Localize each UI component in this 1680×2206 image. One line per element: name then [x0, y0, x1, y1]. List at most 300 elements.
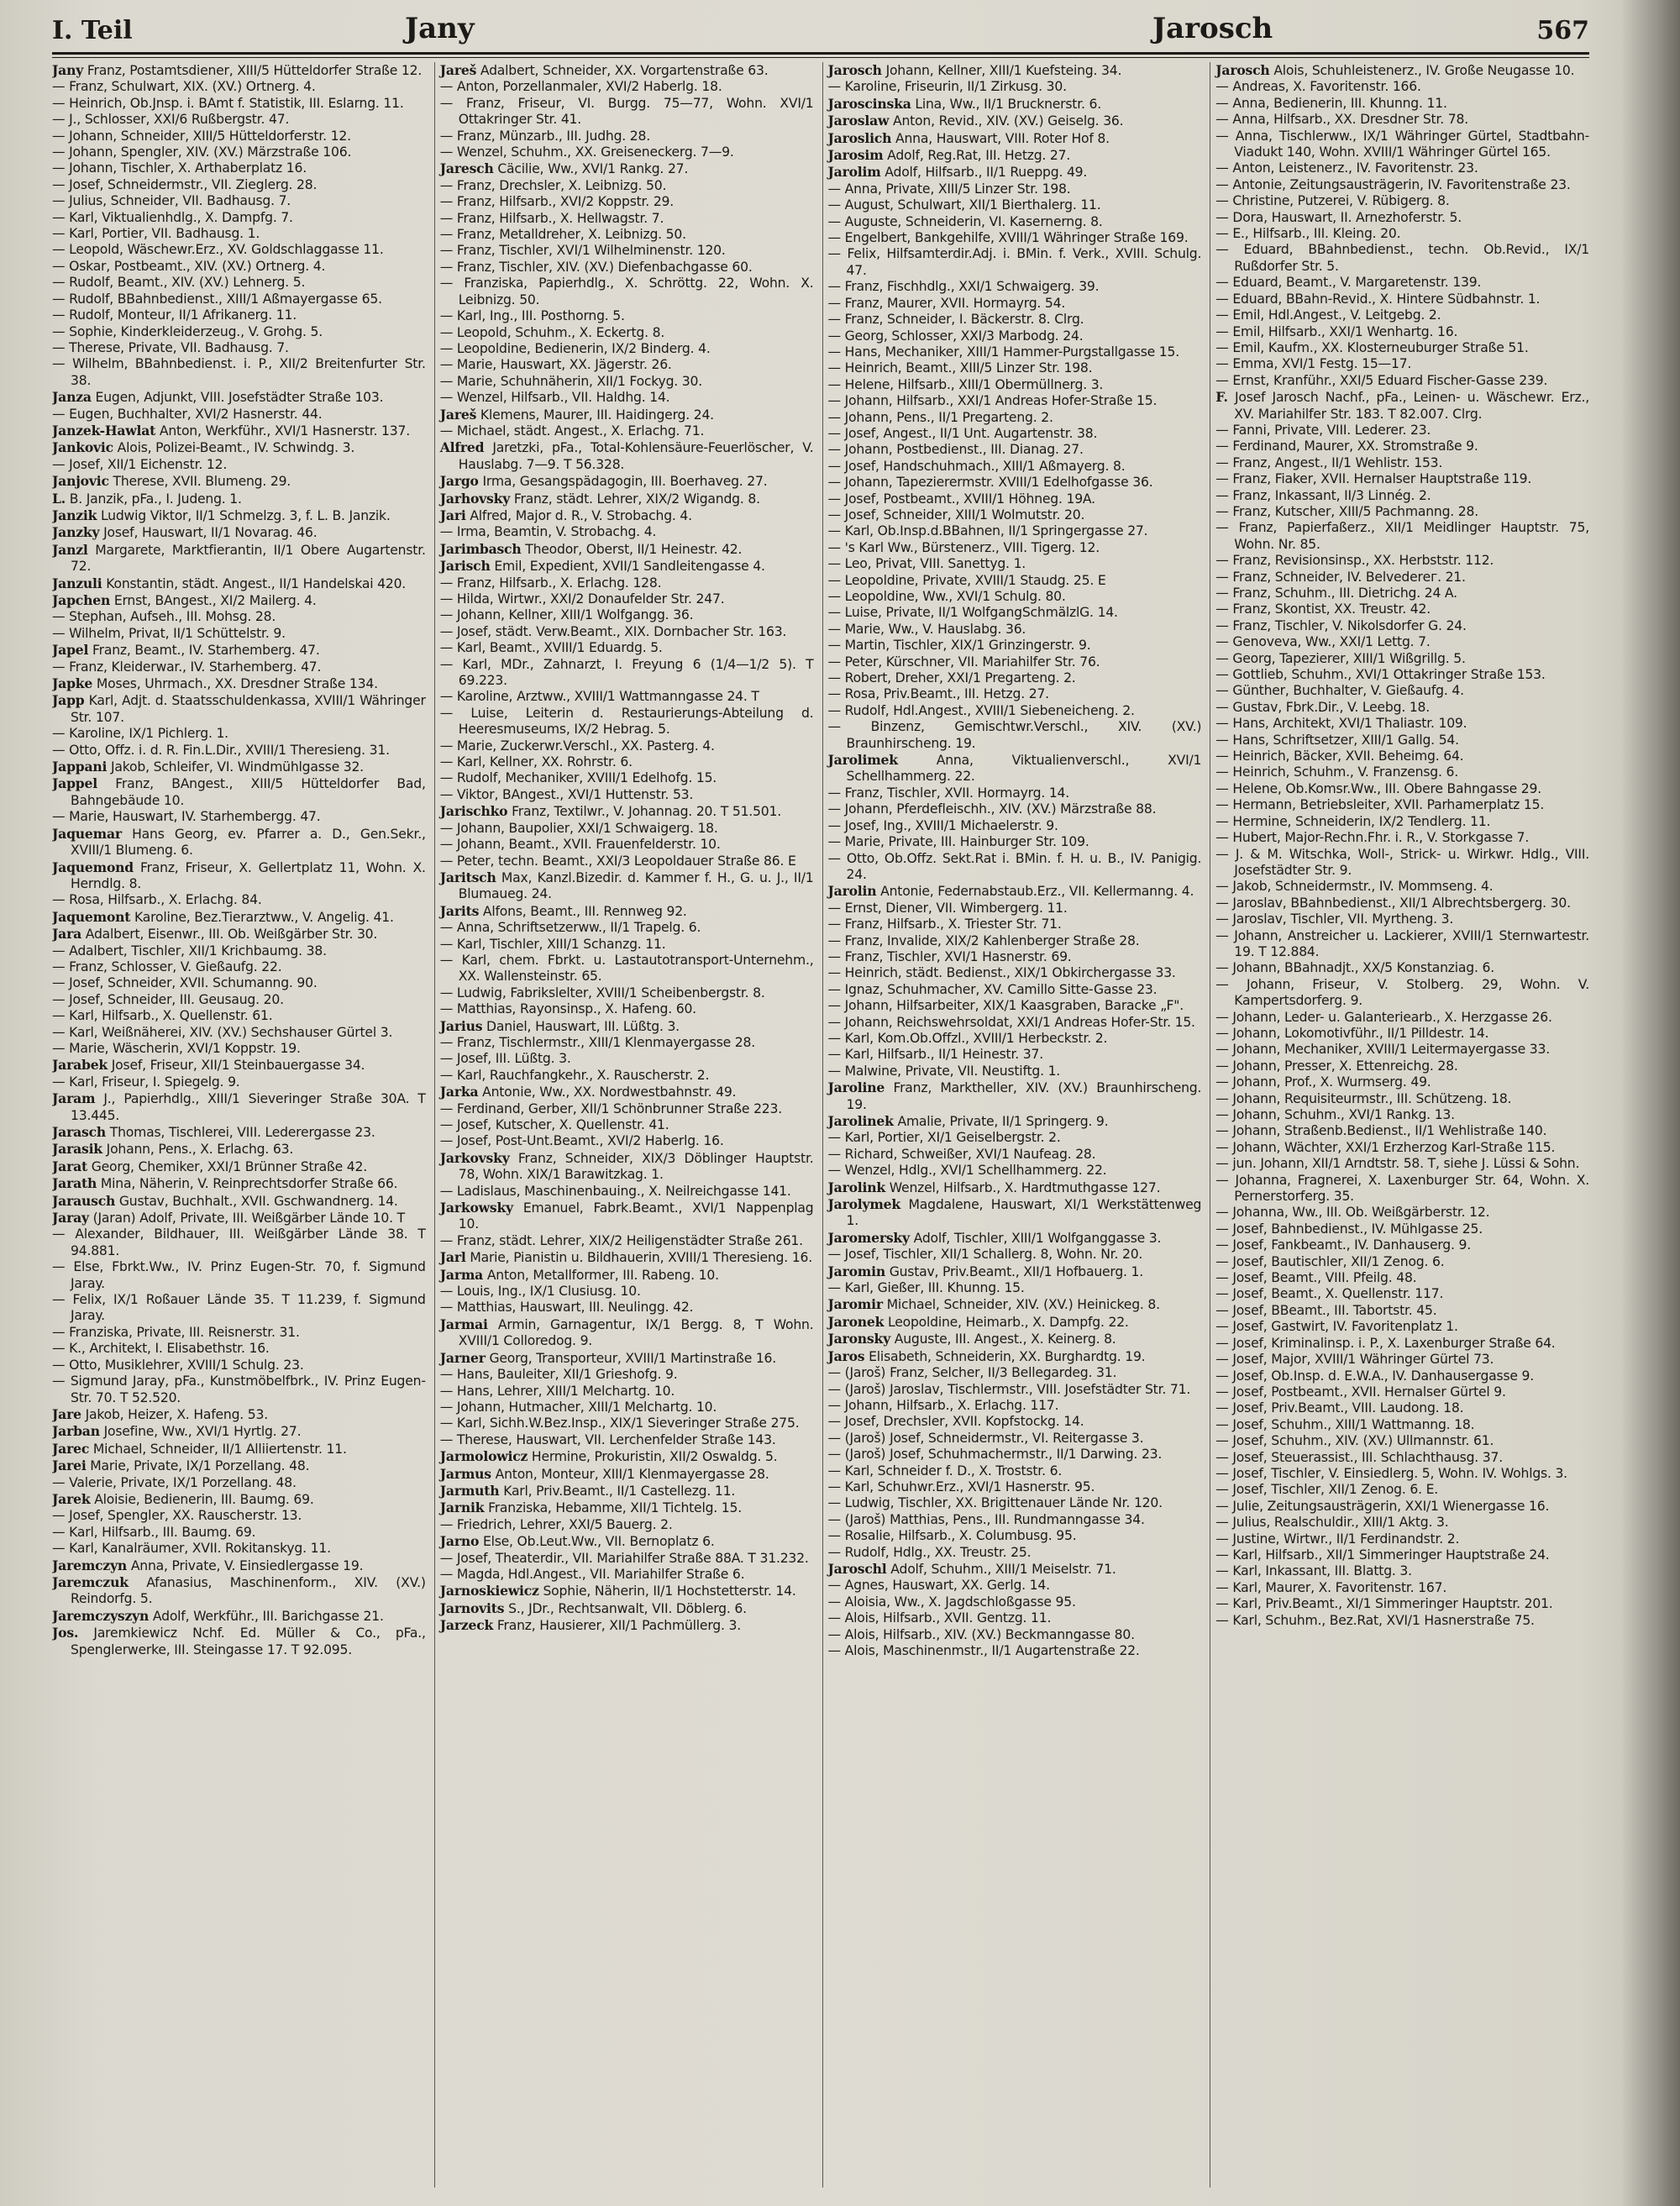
directory-entry: — Hermine, Schneiderin, IX/2 Tendlerg. 11.	[1215, 813, 1491, 829]
directory-entry: Jaromin Gustav, Priv.Beamt., XII/1 Hofbauerg. 1.	[827, 1263, 1144, 1279]
directory-entry: Janza Eugen, Adjunkt, VIII. Josefstädter Straße 103.	[52, 389, 384, 406]
directory-entry: — Franz, Hilfsarb., X. Erlachg. 128.	[439, 575, 662, 591]
directory-entry: Jaroslich Anna, Hauswart, VIII. Roter Hof 8.	[827, 129, 1110, 146]
directory-entry: — Rosa, Priv.Beamt., III. Hetzg. 27.	[827, 686, 1049, 702]
directory-entry: — Matthias, Rayonsinsp., X. Hafeng. 60.	[439, 1001, 696, 1017]
directory-entry: — Franz, Angest., II/1 Wehlistr. 153.	[1215, 454, 1443, 470]
directory-entry: Jaquemond Franz, Friseur, X. Gellertplatz 11, Wohn. X. Herndlg. 8.	[52, 859, 426, 891]
directory-entry: F. Josef Jarosch Nachf., pFa., Leinen- u. Wäschewr. Erz., XV. Mariahilfer Str. 183. T 82.007. Clrg.	[1215, 389, 1589, 422]
directory-entry: — Karl, Beamt., XVIII/1 Eduardg. 5.	[439, 640, 663, 656]
last-entry-headword: Jarosch	[1152, 12, 1273, 45]
directory-entry: — Karl, Gießer, III. Khunng. 15.	[827, 1280, 1025, 1296]
directory-entry: — Leo, Privat, VIII. Sanettyg. 1.	[827, 556, 1026, 572]
directory-entry: — Dora, Hauswart, II. Arnezhoferstr. 5.	[1215, 209, 1462, 225]
directory-entry: — J., Schlosser, XXI/6 Rußbergstr. 47.	[52, 112, 290, 128]
column-1	[52, 62, 426, 2188]
directory-entry: Jargo Irma, Gesangspädagogin, III. Boerhaveg. 27.	[439, 473, 768, 490]
page-header	[52, 12, 1589, 49]
directory-entry: — Richard, Schweißer, XVI/1 Naufeag. 28.	[827, 1146, 1096, 1162]
first-entry-headword: Jany	[405, 12, 475, 45]
directory-entry: — Franz, Revisionsinsp., XX. Herbststr. 112.	[1215, 553, 1494, 569]
directory-entry: — Otto, Ob.Offz. Sekt.Rat i. BMin. f. H. u. B., IV. Panigig. 24.	[827, 850, 1202, 882]
directory-entry: — Karl, Priv.Beamt., XI/1 Simmeringer Hauptstr. 201.	[1215, 1596, 1553, 1612]
directory-entry: Jarolymek Magdalene, Hauswart, XI/1 Werkstättenweg 1.	[827, 1196, 1202, 1229]
directory-entry: — Johann, Hilfsarb., X. Erlachg. 117.	[827, 1397, 1059, 1413]
directory-entry: — Franziska, Private, III. Reisnerstr. 31.	[52, 1324, 300, 1340]
directory-entry: — Ferdinand, Gerber, XII/1 Schönbrunner Straße 223.	[439, 1100, 783, 1116]
directory-entry: — Leopoldine, Bedienerin, IX/2 Binderg. 4.	[439, 340, 711, 356]
directory-entry: — Karl, Inkassant, III. Blattg. 3.	[1215, 1563, 1412, 1579]
directory-entry: — Magda, Hdl.Angest., VII. Mariahilfer Straße 6.	[439, 1566, 745, 1582]
directory-entry: Japchen Ernst, BAngest., XI/2 Mailerg. 4.	[52, 592, 317, 608]
directory-entry: — Andreas, X. Favoritenstr. 166.	[1215, 79, 1421, 95]
directory-entry: — Anton, Porzellanmaler, XVI/2 Haberlg. 18.	[439, 79, 722, 95]
directory-entry: — Rudolf, Hdl.Angest., XVIII/1 Siebeneicheng. 2.	[827, 702, 1135, 718]
directory-entry: — Josef, Post-Unt.Beamt., XVI/2 Haberlg. 16.	[439, 1133, 724, 1149]
directory-entry: — Johann, Friseur, V. Stolberg. 29, Wohn. V. Kampertsdorferg. 9.	[1215, 976, 1589, 1009]
directory-entry: — Emil, Kaufm., XX. Klosterneuburger Straße 51.	[1215, 339, 1529, 355]
directory-entry: — Viktor, BAngest., XVI/1 Huttenstr. 53.	[439, 786, 694, 802]
directory-entry: — Marie, Private, III. Hainburger Str. 109.	[827, 834, 1089, 850]
directory-entry: — Therese, Hauswart, VII. Lerchenfelder Straße 143.	[439, 1431, 776, 1447]
directory-entry: — 's Karl Ww., Bürstenerz., VIII. Tigerg. 12.	[827, 539, 1100, 555]
directory-entry: — Sophie, Kinderkleiderzeug., V. Grohg. 5.	[52, 323, 323, 339]
directory-entry: Jaros Elisabeth, Schneiderin, XX. Burghardtg. 19.	[827, 1347, 1146, 1364]
directory-entry: — Heinrich, Ob.Jnsp. i. BAmt f. Statistik, III. Eslarng. 11.	[52, 95, 404, 111]
directory-entry: — Josef, Ob.Insp. d. E.W.A., IV. Danhausergasse 9.	[1215, 1368, 1535, 1384]
directory-entry: Jarnovits S., JDr., Rechtsanwalt, VII. Döblerg. 6.	[439, 1599, 747, 1616]
directory-entry: — Matthias, Hauswart, III. Neulingg. 42.	[439, 1300, 694, 1316]
directory-entry: Jaremczyszyn Adolf, Werkführ., III. Barichgasse 21.	[52, 1607, 384, 1624]
directory-entry: — Hubert, Major-Rechn.Fhr. i. R., V. Storkgasse 7.	[1215, 830, 1530, 846]
directory-entry: — Rudolf, Mechaniker, XVIII/1 Edelhofg. 15.	[439, 770, 717, 786]
directory-entry: — Peter, techn. Beamt., XXI/3 Leopoldauer Straße 86. E	[439, 853, 796, 869]
directory-entry: — K., Architekt, I. Elisabethstr. 16.	[52, 1341, 270, 1357]
directory-entry: — Anna, Bedienerin, III. Khunng. 11.	[1215, 95, 1447, 111]
directory-entry: — Karl, Portier, XI/1 Geiselbergstr. 2.	[827, 1130, 1061, 1146]
section-label: I. Teil	[52, 15, 133, 45]
directory-entry: — Franz, Invalide, XIX/2 Kahlenberger Straße 28.	[827, 932, 1140, 948]
directory-entry: — Karl, Kanalräumer, XVII. Rokitanskyg. 11.	[52, 1541, 331, 1557]
directory-entry: Janzek-Hawlat Anton, Werkführ., XVI/1 Hasnerstr. 137.	[52, 422, 410, 439]
directory-entry: — Rosa, Hilfsarb., X. Erlachg. 84.	[52, 892, 262, 908]
directory-entry: — Karl, Schuhm., Bez.Rat, XVI/1 Hasnerstraße 75.	[1215, 1612, 1535, 1628]
directory-entry: Jaromir Michael, Schneider, XIV. (XV.) Heinickeg. 8.	[827, 1296, 1160, 1313]
directory-entry: — Karl, Ob.Insp.d.BBahnen, II/1 Springergasse 27.	[827, 523, 1148, 539]
directory-entry: — Marie, Ww., V. Hauslabg. 36.	[827, 621, 1026, 637]
directory-entry: — Else, Fbrkt.Ww., IV. Prinz Eugen-Str. 70, f. Sigmund Jaray.	[52, 1259, 426, 1291]
directory-entry: — Auguste, Schneiderin, VI. Kasernerng. 8.	[827, 213, 1103, 229]
directory-entry: Jarno Else, Ob.Leut.Ww., VII. Bernoplatz 6.	[439, 1533, 715, 1550]
directory-entry: — Josef, Major, XVIII/1 Währinger Gürtel 73.	[1215, 1352, 1494, 1368]
directory-entry: — Johann, Schuhm., XVI/1 Rankg. 13.	[1215, 1107, 1455, 1122]
directory-entry: — Josef, Spengler, XX. Rauscherstr. 13.	[52, 1508, 302, 1524]
directory-entry: — Anna, Tischlerww., IX/1 Währinger Gürtel, Stadtbahn-Viadukt 140, Wohn. XVIII/1 Währinger Gürtel 165.	[1215, 128, 1589, 160]
directory-entry: — Josef, Steuerassist., III. Schlachthausg. 37.	[1215, 1449, 1503, 1465]
directory-entry: — Michael, städt. Angest., X. Erlachg. 71.	[439, 423, 705, 439]
directory-entry: — Georg, Schlosser, XXI/3 Marbodg. 24.	[827, 328, 1084, 344]
directory-entry: — Georg, Tapezierer, XIII/1 Wißgrillg. 5.	[1215, 650, 1466, 666]
directory-columns	[52, 62, 1589, 2188]
directory-entry: — Franz, Hilfsarb., XVI/2 Koppstr. 29.	[439, 194, 675, 210]
directory-entry: — Wenzel, Hilfsarb., VII. Haldhg. 14.	[439, 390, 670, 406]
directory-entry: — Wenzel, Hdlg., XVI/1 Schellhammerg. 22.	[827, 1163, 1107, 1179]
directory-entry: — Josef, Schuhm., XIV. (XV.) Ullmannstr. 61.	[1215, 1433, 1494, 1449]
directory-entry: — Friedrich, Lehrer, XXI/5 Bauerg. 2.	[439, 1516, 673, 1532]
directory-entry: — Julius, Realschuldir., XIII/1 Aktg. 3.	[1215, 1515, 1449, 1531]
directory-entry: Japke Moses, Uhrmach., XX. Dresdner Straße 134.	[52, 675, 378, 692]
directory-entry: — Leopoldine, Private, XVIII/1 Staudg. 25. E	[827, 572, 1106, 588]
directory-entry: — Franz, Tischler, XIV. (XV.) Diefenbachgasse 60.	[439, 259, 753, 275]
directory-entry: — Johann, Tischler, X. Arthaberplatz 16.	[52, 160, 307, 176]
directory-entry: — Josef, städt. Verw.Beamt., XIX. Dornbacher Str. 163.	[439, 623, 787, 639]
directory-entry: — Josef, Schneider, XIII/1 Wolmutstr. 20.	[827, 507, 1085, 523]
directory-entry: Janzik Ludwig Viktor, II/1 Schmelzg. 3, f. L. B. Janzik.	[52, 507, 391, 523]
directory-entry: — Josef, Gastwirt, IV. Favoritenplatz 1.	[1215, 1319, 1458, 1335]
directory-entry: — Marie, Wäscherin, XVI/1 Koppstr. 19.	[52, 1040, 301, 1056]
directory-entry: — Karl, Hilfsarb., III. Baumg. 69.	[52, 1524, 256, 1540]
directory-entry: — Franz, Tischler, XVI/1 Wilhelminenstr. 120.	[439, 243, 726, 259]
directory-entry: Jaquemont Karoline, Bez.Tierarztww., V. Angelig. 41.	[52, 908, 394, 925]
directory-entry: — Luise, Private, II/1 WolfgangSchmälzlG. 14.	[827, 605, 1118, 621]
directory-entry: Jaresch Cäcilie, Ww., XVI/1 Rankg. 27.	[439, 160, 689, 177]
directory-entry: — Karl, Weißnäherei, XIV. (XV.) Sechshauser Gürtel 3.	[52, 1024, 393, 1040]
directory-entry: — Ferdinand, Maurer, XX. Stromstraße 9.	[1215, 439, 1478, 454]
directory-entry: — Josef, III. Lüßtg. 3.	[439, 1051, 571, 1067]
directory-entry: Jarius Daniel, Hauswart, III. Lüßtg. 3.	[439, 1017, 680, 1034]
directory-entry: — Johann, Mechaniker, XVIII/1 Leitermayergasse 33.	[1215, 1042, 1550, 1058]
directory-entry: — Jaroslav, BBahnbedienst., XII/1 Albrechtsbergerg. 30.	[1215, 895, 1571, 911]
directory-entry: — Karoline, IX/1 Pichlerg. 1.	[52, 726, 228, 742]
directory-entry: — Franz, Fischhdlg., XXI/1 Schwaigerg. 39.	[827, 279, 1100, 295]
directory-entry: — Engelbert, Bankgehilfe, XVIII/1 Währinger Straße 169.	[827, 230, 1189, 246]
directory-entry: — Franz, Tischler, XVII. Hormayrg. 14.	[827, 785, 1070, 801]
directory-entry: — Franz, Inkassant, II/3 Linnég. 2.	[1215, 487, 1431, 503]
directory-entry: — Alois, Hilfsarb., XIV. (XV.) Beckmanngasse 80.	[827, 1626, 1135, 1642]
directory-entry: — Rudolf, BBahnbedienst., XIII/1 Aßmayergasse 65.	[52, 291, 382, 307]
directory-entry: — (Jaroš) Josef, Schuhmachermstr., II/1 Darwing. 23.	[827, 1447, 1163, 1463]
directory-entry: — Martin, Tischler, XIX/1 Grinzingerstr. 9.	[827, 638, 1091, 654]
directory-entry: — Karl, chem. Fbrkt. u. Lastautotransport-Unternehm., XX. Wallensteinstr. 65.	[439, 952, 814, 985]
directory-entry: — Josef, Theaterdir., VII. Mariahilfer Straße 88A. T 31.232.	[439, 1550, 809, 1566]
directory-entry: — Johann, Reichswehrsoldat, XXI/1 Andreas Hofer-Str. 15.	[827, 1014, 1195, 1030]
directory-entry: Jarolin Antonie, Federnabstaub.Erz., VII. Kellermanng. 4.	[827, 883, 1194, 900]
directory-entry: — Karoline, Friseurin, II/1 Zirkusg. 30.	[827, 79, 1067, 95]
directory-entry: — Fanni, Private, VIII. Lederer. 23.	[1215, 422, 1431, 438]
directory-entry: Jarasch Thomas, Tischlerei, VIII. Lederergasse 23.	[52, 1124, 375, 1140]
directory-entry: — Wilhelm, BBahnbedienst. i. P., XII/2 Breitenfurter Str. 38.	[52, 356, 426, 388]
directory-entry: — Franz, Münzarb., III. Judhg. 28.	[439, 128, 651, 144]
directory-entry: — Hans, Schriftsetzer, XIII/1 Gallg. 54.	[1215, 732, 1459, 748]
directory-entry: Jarzeck Franz, Hausierer, XII/1 Pachmüllerg. 3.	[439, 1617, 741, 1634]
directory-entry: Jaronsky Auguste, III. Angest., X. Keinerg. 8.	[827, 1331, 1116, 1347]
directory-entry: — Karl, Hilfsarb., XII/1 Simmeringer Hauptstraße 24.	[1215, 1547, 1550, 1563]
directory-entry: — Rosalie, Hilfsarb., X. Columbusg. 95.	[827, 1528, 1077, 1544]
directory-entry: — Justine, Wirtwr., II/1 Ferdinandstr. 2.	[1215, 1531, 1460, 1547]
directory-entry: — Franz, Schneider, I. Bäckerstr. 8. Clrg.	[827, 312, 1084, 328]
directory-entry: Jarnik Franziska, Hebamme, XII/1 Tichtelg. 15.	[439, 1500, 742, 1516]
directory-entry: — Johann, Postbedienst., III. Dianag. 27.	[827, 442, 1084, 458]
directory-entry: — Josef, Fankbeamt., IV. Danhauserg. 9.	[1215, 1237, 1471, 1253]
directory-entry: — Emil, Hdl.Angest., V. Leitgebg. 2.	[1215, 307, 1441, 323]
directory-entry: Jarolinek Amalie, Private, II/1 Springerg. 9.	[827, 1113, 1109, 1129]
directory-entry: — Josef, Schneidermstr., VII. Zieglerg. 28.	[52, 176, 318, 192]
directory-entry: Jarmus Anton, Monteur, XIII/1 Klenmayergasse 28.	[439, 1465, 769, 1482]
directory-entry: Jaronek Leopoldine, Heimarb., X. Dampfg. 22.	[827, 1313, 1129, 1330]
directory-entry: — Robert, Dreher, XXI/1 Pregarteng. 2.	[827, 670, 1076, 686]
directory-entry: — Franz, Hilfsarb., X. Triester Str. 71.	[827, 917, 1062, 932]
directory-entry: — Josef, Priv.Beamt., VIII. Laudong. 18.	[1215, 1400, 1464, 1416]
directory-entry: — Anton, Leistenerz., IV. Favoritenstr. 23.	[1215, 160, 1478, 176]
directory-entry: Jaray (Jaran) Adolf, Private, III. Weißgärber Lände 10. T	[52, 1210, 405, 1226]
directory-entry: — Rudolf, Hdlg., XX. Treustr. 25.	[827, 1544, 1032, 1560]
directory-entry: — Johann, Straßenb.Bedienst., II/1 Wehlistraße 140.	[1215, 1123, 1547, 1139]
directory-entry: — Johanna, Ww., III. Ob. Weißgärberstr. 12.	[1215, 1205, 1490, 1221]
directory-entry: — Antonie, Zeitungsausträgerin, IV. Favoritenstraße 23.	[1215, 176, 1571, 192]
directory-entry: Jare Jakob, Heizer, X. Hafeng. 53.	[52, 1405, 268, 1422]
directory-entry: — Ernst, Kranführ., XXI/5 Eduard Fischer-Gasse 239.	[1215, 372, 1548, 388]
directory-entry: — Karl, Tischler, XIII/1 Schanzg. 11.	[439, 936, 666, 952]
directory-entry: — Josef, Schuhm., XIII/1 Wattmanng. 18.	[1215, 1416, 1475, 1432]
directory-entry: — Franz, städt. Lehrer, XIX/2 Heiligenstädter Straße 261.	[439, 1232, 803, 1248]
directory-entry: — Franz, Kutscher, XIII/5 Pachmanng. 28.	[1215, 503, 1478, 519]
directory-entry: Jaroline Franz, Marktheller, XIV. (XV.) Braunhirscheng. 19.	[827, 1079, 1202, 1112]
directory-entry: Jarolim Adolf, Hilfsarb., II/1 Rueppg. 49.	[827, 164, 1088, 181]
directory-entry: — Franz, Schulwart, XIX. (XV.) Ortnerg. 4.	[52, 79, 316, 95]
directory-entry: Jany Franz, Postamtsdiener, XIII/5 Hütteldorfer Straße 12.	[52, 62, 423, 78]
directory-entry: — Marie, Schuhnäherin, XII/1 Fockyg. 30.	[439, 373, 702, 389]
directory-entry: — Hans, Lehrer, XIII/1 Melchartg. 10.	[439, 1383, 675, 1399]
directory-entry: Jarat Georg, Chemiker, XXI/1 Brünner Straße 42.	[52, 1158, 367, 1174]
column-2	[434, 62, 814, 2188]
directory-entry: Jarits Alfons, Beamt., III. Rennweg 92.	[439, 902, 687, 919]
directory-entry: — (Jaroš) Jaroslav, Tischlermstr., VIII. Josefstädter Str. 71.	[827, 1381, 1191, 1397]
directory-entry: — Josef, Drechsler, XVII. Kopfstockg. 14.	[827, 1414, 1084, 1430]
directory-entry: — Felix, IX/1 Roßauer Lände 35. T 11.239, f. Sigmund Jaray.	[52, 1292, 426, 1324]
directory-entry: Jarner Georg, Transporteur, XVIII/1 Martinstraße 16.	[439, 1349, 777, 1366]
directory-entry: L. B. Janzik, pFa., I. Judeng. 1.	[52, 490, 242, 507]
directory-entry: — Jaroslav, Tischler, VII. Myrtheng. 3.	[1215, 911, 1454, 927]
directory-entry: — Otto, Offz. i. d. R. Fin.L.Dir., XVIII/1 Theresieng. 31.	[52, 742, 390, 758]
directory-entry: — Karl, Friseur, I. Spiegelg. 9.	[52, 1074, 240, 1090]
directory-entry: — Johann, Pferdefleischh., XIV. (XV.) Märzstraße 88.	[827, 801, 1157, 817]
directory-entry: — Josef, Postbeamt., XVII. Hernalser Gürtel 9.	[1215, 1384, 1506, 1400]
header-rule	[52, 52, 1589, 55]
directory-entry: — E., Hilfsarb., III. Kleing. 20.	[1215, 226, 1401, 242]
directory-entry: Jarmai Armin, Garnagentur, IX/1 Bergg. 8, T Wohn. XVIII/1 Colloredog. 9.	[439, 1316, 814, 1349]
directory-entry: — Franz, Tischler, XVI/1 Hasnerstr. 69.	[827, 948, 1072, 964]
directory-entry: — Franz, Maurer, XVII. Hormayrg. 54.	[827, 295, 1066, 311]
directory-entry: — Heinrich, Bäcker, XVII. Beheimg. 64.	[1215, 748, 1464, 764]
directory-entry: Jarolimek Anna, Viktualienverschl., XVI/1 Schellhammerg. 22.	[827, 752, 1202, 785]
directory-entry: Jarmolowicz Hermine, Prokuristin, XII/2 Oswaldg. 5.	[439, 1448, 778, 1465]
directory-entry: Japel Franz, Beamt., IV. Starhemberg. 47.	[52, 642, 320, 659]
directory-entry: — Eduard, BBahn-Revid., X. Hintere Südbahnstr. 1.	[1215, 291, 1541, 307]
directory-entry: Jaroschl Adolf, Schuhm., XIII/1 Meiselstr. 71.	[827, 1560, 1116, 1577]
directory-entry: Jarosim Adolf, Reg.Rat, III. Hetzg. 27.	[827, 147, 1071, 164]
directory-entry: — Josef, Tischler, XII/1 Zenog. 6. E.	[1215, 1482, 1439, 1498]
directory-entry: — Hans, Mechaniker, XIII/1 Hammer-Purgstallgasse 15.	[827, 344, 1179, 360]
directory-entry: Jaroscinska Lina, Ww., II/1 Brucknerstr. 6.	[827, 95, 1101, 112]
directory-entry: — Hilda, Wirtwr., XXI/2 Donaufelder Str. 247.	[439, 591, 725, 607]
directory-entry: Jarath Mina, Näherin, V. Reinprechtsdorfer Straße 66.	[52, 1175, 398, 1192]
directory-entry: — Franz, Drechsler, X. Leibnizg. 50.	[439, 177, 667, 193]
directory-entry: — Franz, Schlosser, V. Gießaufg. 22.	[52, 959, 282, 974]
directory-entry: — Anna, Hilfsarb., XX. Dresdner Str. 78.	[1215, 112, 1468, 128]
directory-entry: — Josef, Postbeamt., XVIII/1 Höhneg. 19A.	[827, 491, 1095, 507]
directory-entry: Jankovic Alois, Polizei-Beamt., IV. Schwindg. 3.	[52, 439, 355, 456]
directory-entry: — Josef, Bahnbedienst., IV. Mühlgasse 25.	[1215, 1221, 1483, 1237]
directory-entry: — Heinrich, städt. Bedienst., XIX/1 Obkirchergasse 33.	[827, 965, 1176, 981]
directory-entry: — Johann, Lokomotivführ., II/1 Pilldestr. 14.	[1215, 1025, 1489, 1041]
directory-entry: Jaremczyn Anna, Private, V. Einsiedlergasse 19.	[52, 1557, 364, 1573]
directory-entry: — (Jaroš) Matthias, Pens., III. Rundmanngasse 34.	[827, 1511, 1145, 1527]
directory-entry: — Karl, Kom.Ob.Offzl., XVIII/1 Herbeckstr. 2.	[827, 1030, 1108, 1046]
directory-entry: — J. & M. Witschka, Woll-, Strick- u. Wirkwr. Hdlg., VIII. Josefstädter Str. 9.	[1215, 846, 1589, 878]
directory-entry: — Karl, Hilfsarb., X. Quellenstr. 61.	[52, 1008, 273, 1024]
directory-entry: — Ladislaus, Maschinenbauing., X. Neilreichgasse 141.	[439, 1183, 791, 1199]
directory-entry: — Ignaz, Schuhmacher, XV. Camillo Sitte-Gasse 23.	[827, 981, 1158, 997]
directory-entry: — Leopoldine, Ww., XVI/1 Schulg. 80.	[827, 589, 1066, 604]
directory-entry: — Marie, Zuckerwr.Verschl., XX. Pasterg. 4.	[439, 738, 715, 754]
directory-entry: — Karl, Maurer, X. Favoritenstr. 167.	[1215, 1579, 1447, 1595]
directory-entry: — Alexander, Bildhauer, III. Weißgärber Lände 38. T 94.881.	[52, 1226, 426, 1258]
directory-entry: — Hans, Bauleiter, XII/1 Grieshofg. 9.	[439, 1367, 678, 1383]
directory-entry: — Eugen, Buchhalter, XVI/2 Hasnerstr. 44.	[52, 406, 323, 422]
directory-entry: — Johann, Spengler, XIV. (XV.) Märzstraße 106.	[52, 144, 352, 160]
directory-entry: — Karl, Viktualienhdlg., X. Dampfg. 7.	[52, 209, 293, 225]
directory-entry: — Alois, Maschinenmstr., II/1 Augartenstraße 22.	[827, 1643, 1140, 1658]
directory-entry: — Leopold, Schuhm., X. Eckertg. 8.	[439, 324, 665, 340]
directory-entry: — Oskar, Postbeamt., XIV. (XV.) Ortnerg. 4.	[52, 258, 326, 274]
directory-entry: — Christine, Putzerei, V. Rübigerg. 8.	[1215, 193, 1450, 209]
directory-entry: Jarabek Josef, Friseur, XII/1 Steinbauergasse 34.	[52, 1057, 365, 1074]
column-3	[822, 62, 1202, 2188]
directory-entry: — Josef, Tischler, XII/1 Schallerg. 8, Wohn. Nr. 20.	[827, 1247, 1143, 1263]
directory-entry: — Josef, Tischler, V. Einsiedlerg. 5, Wohn. IV. Wohlgs. 3.	[1215, 1465, 1567, 1481]
directory-entry: — Binzenz, Gemischtwr.Verschl., XIV. (XV.) Braunhirscheng. 19.	[827, 719, 1202, 751]
directory-entry: — Johann, Requisiteurmstr., III. Schützeng. 18.	[1215, 1090, 1512, 1106]
directory-entry: — Karoline, Arztww., XVIII/1 Wattmanngasse 24. T	[439, 689, 759, 705]
directory-entry: — Eduard, BBahnbedienst., techn. Ob.Revid., IX/1 Rußdorfer Str. 5.	[1215, 242, 1589, 274]
directory-entry: — Johann, Tapezierermstr. XVIII/1 Edelhofgasse 36.	[827, 475, 1153, 491]
directory-entry: — Therese, Private, VII. Badhausg. 7.	[52, 339, 289, 355]
page-number: 567	[1536, 15, 1589, 45]
directory-entry: — Felix, Hilfsamterdir.Adj. i. BMin. f. Verk., XVIII. Schulg. 47.	[827, 246, 1202, 278]
directory-entry: Janjovic Therese, XVII. Blumeng. 29.	[52, 473, 291, 490]
directory-entry: Jaram J., Papierhdlg., XIII/1 Sieveringer Straße 30A. T 13.445.	[52, 1090, 426, 1123]
directory-entry: Jarosch Alois, Schuhleistenerz., IV. Große Neugasse 10.	[1215, 62, 1575, 78]
directory-entry: — Josef, Angest., II/1 Unt. Augartenstr. 38.	[827, 425, 1098, 441]
directory-entry: — Johann, Beamt., XVII. Frauenfelderstr. 10.	[439, 837, 721, 853]
directory-entry: — Johann, Hilfsarb., XXI/1 Andreas Hofer-Straße 15.	[827, 393, 1158, 409]
directory-entry: — Helene, Hilfsarb., XIII/1 Obermüllnerg. 3.	[827, 376, 1104, 392]
directory-entry: — Franz, Tischlermstr., XIII/1 Klenmayergasse 28.	[439, 1034, 755, 1050]
directory-entry: — Johann, Hilfsarbeiter, XIX/1 Kaasgraben, Baracke „F".	[827, 998, 1184, 1014]
directory-entry: — Karl, Schuhwr.Erz., XVI/1 Hasnerstr. 95.	[827, 1479, 1095, 1494]
directory-entry: — Franz, Metalldreher, X. Leibnizg. 50.	[439, 227, 686, 243]
directory-entry: — Johann, Wächter, XXI/1 Erzherzog Karl-Straße 115.	[1215, 1139, 1556, 1155]
directory-entry: Jaquemar Hans Georg, ev. Pfarrer a. D., Gen.Sekr., XVIII/1 Blumeng. 6.	[52, 825, 426, 859]
directory-entry: — Karl, Rauchfangkehr., X. Rauscherstr. 2.	[439, 1067, 710, 1083]
directory-entry: — Hans, Architekt, XVI/1 Thaliastr. 109.	[1215, 716, 1467, 732]
directory-entry: Jarma Anton, Metallformer, III. Rabeng. 10.	[439, 1266, 719, 1283]
directory-entry: — Agnes, Hauswart, XX. Gerlg. 14.	[827, 1578, 1050, 1594]
directory-entry: Jaremczuk Afanasius, Maschinenform., XIV. (XV.) Reindorfg. 5.	[52, 1573, 426, 1607]
directory-entry: — jun. Johann, XII/1 Arndtstr. 58. T, siehe J. Lüssi & Sohn.	[1215, 1156, 1580, 1172]
directory-entry: — Aloisia, Ww., X. Jagdschloßgasse 95.	[827, 1594, 1076, 1610]
directory-entry: — Gustav, Fbrk.Dir., V. Leebg. 18.	[1215, 699, 1431, 715]
directory-entry: Jarmuth Karl, Priv.Beamt., II/1 Castellezg. 11.	[439, 1482, 736, 1499]
directory-entry: — Franz, Friseur, VI. Burgg. 75—77, Wohn. XVI/1 Ottakringer Str. 41.	[439, 95, 814, 128]
directory-entry: — Valerie, Private, IX/1 Porzellang. 48.	[52, 1474, 297, 1490]
directory-entry: — Sigmund Jaray, pFa., Kunstmöbelfbrk., IV. Prinz Eugen-Str. 70. T 52.520.	[52, 1373, 426, 1405]
directory-entry: Jarban Josefine, Ww., XVI/1 Hyrtlg. 27.	[52, 1423, 302, 1440]
directory-entry: — Johann, Anstreicher u. Lackierer, XVIII/1 Sternwartestr. 19. T 12.884.	[1215, 927, 1589, 959]
directory-entry: — Gottlieb, Schuhm., XVI/1 Ottakringer Straße 153.	[1215, 667, 1546, 683]
directory-entry: Jarolink Wenzel, Hilfsarb., X. Hardtmuthgasse 127.	[827, 1179, 1161, 1195]
directory-entry: — Karl, Hilfsarb., II/1 Heinestr. 37.	[827, 1047, 1043, 1063]
directory-entry: — Franziska, Papierhdlg., X. Schröttg. 22, Wohn. X. Leibnizg. 50.	[439, 276, 814, 307]
directory-entry: — Anna, Private, XIII/5 Linzer Str. 198.	[827, 181, 1071, 197]
directory-entry: — Josef, Ing., XVIII/1 Michaelerstr. 9.	[827, 817, 1058, 833]
directory-entry: — Johann, BBahnadjt., XX/5 Konstanziag. 6.	[1215, 960, 1494, 976]
directory-entry: Jarischko Franz, Textilwr., V. Johannag. 20. T 51.501.	[439, 803, 781, 820]
directory-entry: — Franz, Skontist, XX. Treustr. 42.	[1215, 601, 1431, 617]
directory-entry: — Josef, Handschuhmach., XIII/1 Aßmayerg. 8.	[827, 458, 1126, 474]
directory-entry: — Josef, BBeamt., III. Tabortstr. 45.	[1215, 1302, 1437, 1318]
directory-entry: — Eduard, Beamt., V. Margaretenstr. 139.	[1215, 275, 1482, 291]
directory-entry: Jareš Adalbert, Schneider, XX. Vorgartenstraße 63.	[439, 62, 769, 78]
directory-entry: — Franz, Hilfsarb., X. Hellwagstr. 7.	[439, 210, 664, 226]
directory-entry: — Wenzel, Schuhm., XX. Greiseneckerg. 7—9.	[439, 144, 734, 160]
directory-entry: — Louis, Ing., IX/1 Clusiusg. 10.	[439, 1284, 641, 1300]
directory-entry: — Johann, Pens., II/1 Pregarteng. 2.	[827, 409, 1053, 425]
directory-entry: — Günther, Buchhalter, V. Gießaufg. 4.	[1215, 683, 1464, 699]
directory-entry: — Josef, Schneider, III. Geusaug. 20.	[52, 991, 284, 1007]
directory-entry: Jarnoskiewicz Sophie, Näherin, II/1 Hochstetterstr. 14.	[439, 1583, 796, 1599]
directory-entry: — Franz, Tischler, V. Nikolsdorfer G. 24.	[1215, 617, 1467, 633]
directory-entry: Jarek Aloisie, Bedienerin, III. Baumg. 69.	[52, 1490, 314, 1507]
directory-entry: — Helene, Ob.Komsr.Ww., III. Obere Bahngasse 29.	[1215, 780, 1541, 796]
directory-entry: Jappani Jakob, Schleifer, VI. Windmühlgasse 32.	[52, 759, 364, 775]
directory-entry: Janzuli Konstantin, städt. Angest., II/1 Handelskai 420.	[52, 575, 407, 591]
directory-entry: — Hermann, Betriebsleiter, XVII. Parhamerplatz 15.	[1215, 797, 1545, 813]
directory-entry: — Karl, Ing., III. Posthorng. 5.	[439, 308, 625, 324]
page-edge-shadow	[1621, 0, 1680, 2206]
directory-entry: Jarisch Emil, Expedient, XVII/1 Sandleitengasse 4.	[439, 558, 765, 575]
directory-entry: — (Jaroš) Franz, Selcher, II/3 Bellegardeg. 31.	[827, 1365, 1117, 1381]
directory-entry: Janzky Josef, Hauswart, II/1 Novarag. 46.	[52, 524, 318, 541]
directory-entry: — Franz, Kleiderwar., IV. Starhemberg. 47.	[52, 659, 322, 675]
directory-entry: — Heinrich, Beamt., XIII/5 Linzer Str. 198.	[827, 360, 1093, 376]
directory-entry: — Jakob, Schneidermstr., IV. Mommseng. 4.	[1215, 879, 1494, 895]
directory-entry: Jarkovsky Franz, Schneider, XIX/3 Döblinger Hauptstr. 78, Wohn. XIX/1 Barawitzkag. 1.	[439, 1149, 814, 1183]
directory-entry: — Wilhelm, Privat, II/1 Schüttelstr. 9.	[52, 625, 286, 641]
directory-entry: Jarkowsky Emanuel, Fabrk.Beamt., XVI/1 Nappenplag 10.	[439, 1200, 814, 1232]
directory-entry: — Josef, Bautischler, XII/1 Zenog. 6.	[1215, 1253, 1445, 1269]
directory-entry: — Johann, Leder- u. Galanteriearb., X. Herzgasse 26.	[1215, 1009, 1552, 1025]
directory-entry: — Anna, Schriftsetzerww., II/1 Trapelg. 6.	[439, 920, 701, 936]
directory-entry: — Josef, Kriminalinsp. i. P., X. Laxenburger Straße 64.	[1215, 1335, 1556, 1351]
directory-entry: — Josef, Beamt., VIII. Pfeilg. 48.	[1215, 1270, 1417, 1286]
directory-entry: — Alois, Hilfsarb., XVII. Gentzg. 11.	[827, 1610, 1052, 1626]
directory-entry: — Josef, XII/1 Eichenstr. 12.	[52, 456, 228, 472]
directory-entry: — Luise, Leiterin d. Restaurierungs-Abteilung d. Heeresmuseums, IX/2 Hebrag. 5.	[439, 705, 814, 738]
directory-entry: Japp Karl, Adjt. d. Staatsschuldenkassa, XVIII/1 Währinger Str. 107.	[52, 692, 426, 725]
directory-entry: — Rudolf, Beamt., XIV. (XV.) Lehnerg. 5.	[52, 275, 306, 291]
directory-entry: — Karl, Portier, VII. Badhausg. 1.	[52, 226, 260, 242]
